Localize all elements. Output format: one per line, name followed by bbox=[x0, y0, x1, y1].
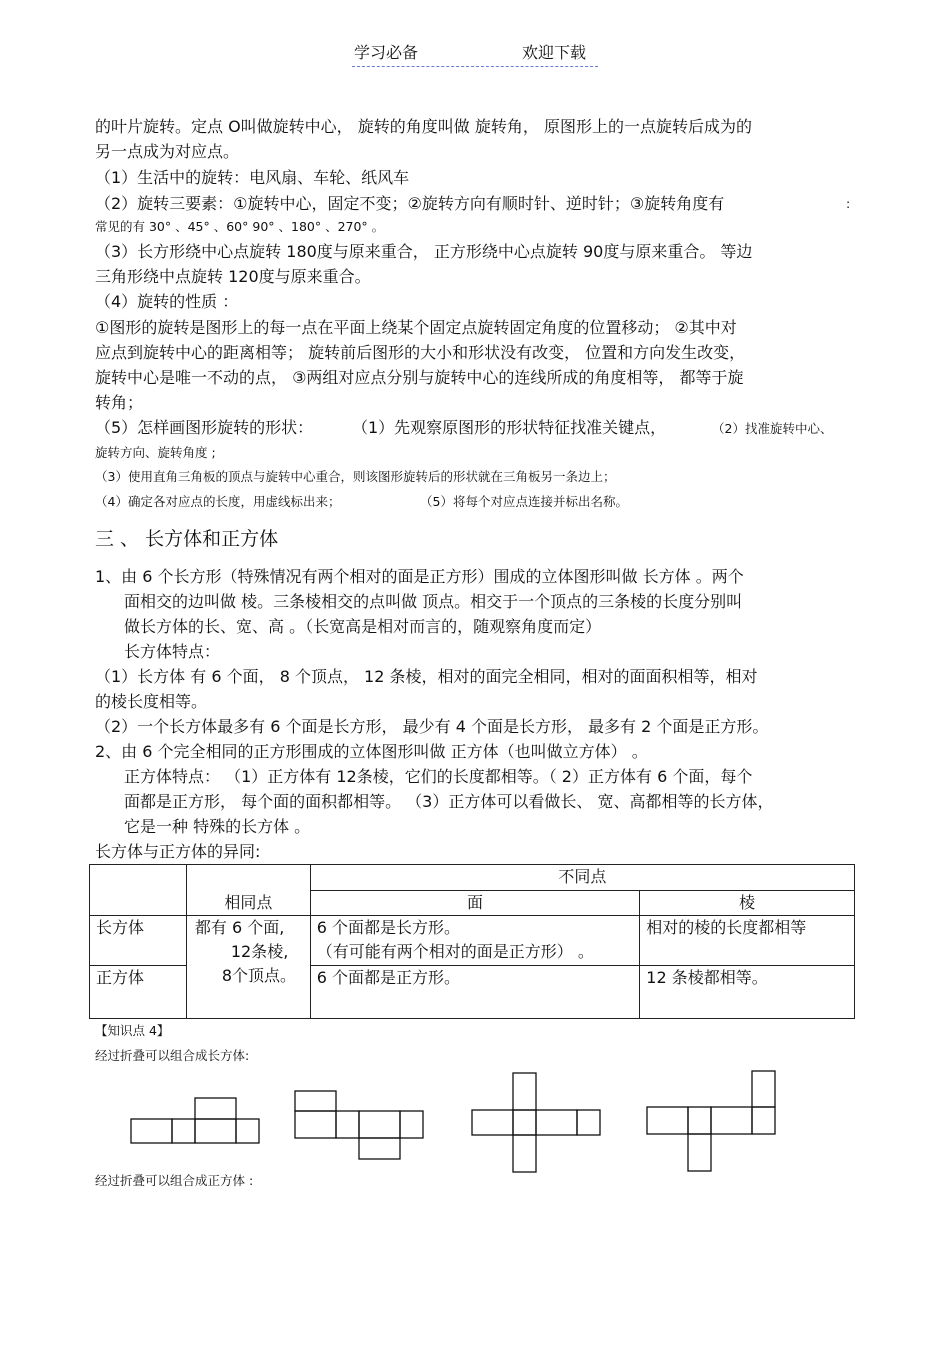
cuboid-definition-2: 面相交的边叫做 棱。三条棱相交的点叫做 顶点。相交于一个顶点的三条棱的长度分别叫 bbox=[124, 592, 743, 611]
same-line-1: 都有 6 个面, bbox=[194, 918, 285, 937]
same-points-cell bbox=[186, 916, 310, 1019]
rotation-step-1: （1）先观察原图形的形状特征找准关键点， bbox=[352, 418, 667, 437]
cuboid-net-2 bbox=[290, 1086, 430, 1164]
cube-net-caption: 经过折叠可以组合成正方体 : bbox=[95, 1173, 254, 1188]
rotation-life-examples: （1）生活中的旋转：电风扇、车轮、纸风车 bbox=[95, 168, 410, 187]
rotation-three-elements: （2）旋转三要素：①旋转中心，固定不变；②旋转方向有顺时针、逆时针；③旋转角度有 bbox=[95, 194, 725, 213]
same-header: 相同点 bbox=[186, 865, 310, 916]
cuboid-definition-3: 做长方体的长、宽、高 。（长宽高是相对而言的，随观察角度而定） bbox=[124, 617, 602, 636]
row-label-cube: 正方体 bbox=[90, 966, 187, 1019]
rotation-step-2b: 旋转方向、旋转角度 ; bbox=[95, 445, 216, 460]
rotation-line-3a: （3）长方形绕中心点旋转 180度与原来重合， 正方形绕中心点旋转 90度与原来重合。 等边 bbox=[95, 242, 753, 261]
cuboid-feature-2: （2）一个长方体最多有 6 个面是长方形， 最少有 4 个面是长方形， 最多有 2 个面是正方形。 bbox=[95, 717, 769, 736]
cuboid-feature-1a: （1）长方体 有 6 个面， 8 个顶点， 12 条棱，相对的面完全相同，相对的面面积相等，相对 bbox=[95, 667, 758, 686]
comparison-table bbox=[89, 864, 855, 1019]
rotation-property-line-1: ①图形的旋转是图形上的每一点在平面上绕某个固定点旋转固定角度的位置移动； ②其中对 bbox=[95, 318, 737, 337]
same-line-2: 12条棱, bbox=[230, 942, 289, 961]
diff-header: 不同点 bbox=[310, 865, 854, 891]
same-line-3: 8个顶点。 bbox=[221, 966, 297, 985]
cuboid-definition-1: 1、由 6 个长方形（特殊情况有两个相对的面是正方形）围成的立体图形叫做 长方体 。两个 bbox=[95, 567, 744, 586]
cube-face-cell: 6 个面都是正方形。 bbox=[310, 966, 640, 1019]
rotation-property-line-3: 旋转中心是唯一不动的点， ③两组对应点分别与旋转中心的连线所成的角度相等， 都等于旋 bbox=[95, 368, 744, 387]
header-left-text: 学习必备 bbox=[354, 43, 419, 62]
cuboid-net-caption: 经过折叠可以组合成长方体: bbox=[95, 1048, 250, 1063]
rotation-property-line-2: 应点到旋转中心的距离相等； 旋转前后图形的大小和形状没有改变， 位置和方向发生改变， bbox=[95, 343, 746, 362]
table-corner-cell bbox=[90, 865, 187, 916]
rotation-step-3: （3）使用直角三角板的顶点与旋转中心重合，则该图形旋转后的形状就在三角板另一条边上； bbox=[95, 469, 616, 484]
cuboid-face-line-1: 6 个面都是长方形。 bbox=[316, 918, 461, 937]
knowledge-tag: 【知识点 4】 bbox=[95, 1023, 170, 1038]
cuboid-net-1 bbox=[125, 1092, 265, 1144]
rotation-step-5: （5）将每个对应点连接并标出名称。 bbox=[420, 494, 628, 509]
cuboid-net-3 bbox=[467, 1068, 607, 1176]
face-header: 面 bbox=[310, 891, 640, 916]
page-header bbox=[352, 38, 598, 67]
rotation-angles: 常见的有 30° 、45° 、60° 90° 、180° 、270° 。 bbox=[95, 219, 385, 234]
edge-header: 棱 bbox=[640, 891, 855, 916]
cube-edge-cell: 12 条棱都相等。 bbox=[640, 966, 855, 1019]
rotation-line-3b: 三角形绕中点旋转 120度与原来重合。 bbox=[95, 267, 371, 286]
cube-features-2: 面都是正方形， 每个面的面积都相等。 （3）正方体可以看做长、 宽、高都相等的长方体， bbox=[124, 792, 774, 811]
section-title: 三 、 长方体和正方体 bbox=[95, 528, 279, 550]
rotation-properties-title: （4）旋转的性质 ： bbox=[95, 292, 239, 311]
header-right-text: 欢迎下载 bbox=[522, 43, 587, 62]
cuboid-face-line-2: （有可能有两个相对的面是正方形） 。 bbox=[316, 942, 594, 961]
row-label-cuboid: 长方体 bbox=[90, 916, 187, 966]
comparison-caption: 长方体与正方体的异同: bbox=[95, 842, 261, 861]
cuboid-feature-1b: 的棱长度相等。 bbox=[95, 692, 208, 711]
rotation-howto-title: （5）怎样画图形旋转的形状： bbox=[95, 418, 314, 437]
cube-features-3: 它是一种 特殊的长方体 。 bbox=[124, 817, 311, 836]
cuboid-face-cell bbox=[310, 916, 640, 966]
cuboid-edge-cell: 相对的棱的长度都相等 bbox=[640, 916, 855, 966]
cube-definition: 2、由 6 个完全相同的正方形围成的立体图形叫做 正方体（也叫做立方体） 。 bbox=[95, 742, 648, 761]
rotation-step-4: （4）确定各对应点的长度，用虚线标出来； bbox=[95, 494, 341, 509]
rotation-line-2: 另一点成为对应点。 bbox=[95, 142, 240, 161]
rotation-line-1: 的叶片旋转。定点 O叫做旋转中心， 旋转的角度叫做 旋转角， 原图形上的一点旋转后成为的 bbox=[95, 117, 752, 136]
cuboid-net-4 bbox=[642, 1066, 782, 1176]
cuboid-features-title: 长方体特点： bbox=[124, 642, 221, 661]
rotation-colon: : bbox=[846, 196, 851, 211]
rotation-step-2: （2）找准旋转中心、 bbox=[712, 421, 833, 436]
rotation-property-line-4: 转角； bbox=[95, 393, 144, 412]
cube-features-1: 正方体特点： （1）正方体有 12条棱，它们的长度都相等。（ 2）正方体有 6 个面，每个 bbox=[124, 767, 753, 786]
